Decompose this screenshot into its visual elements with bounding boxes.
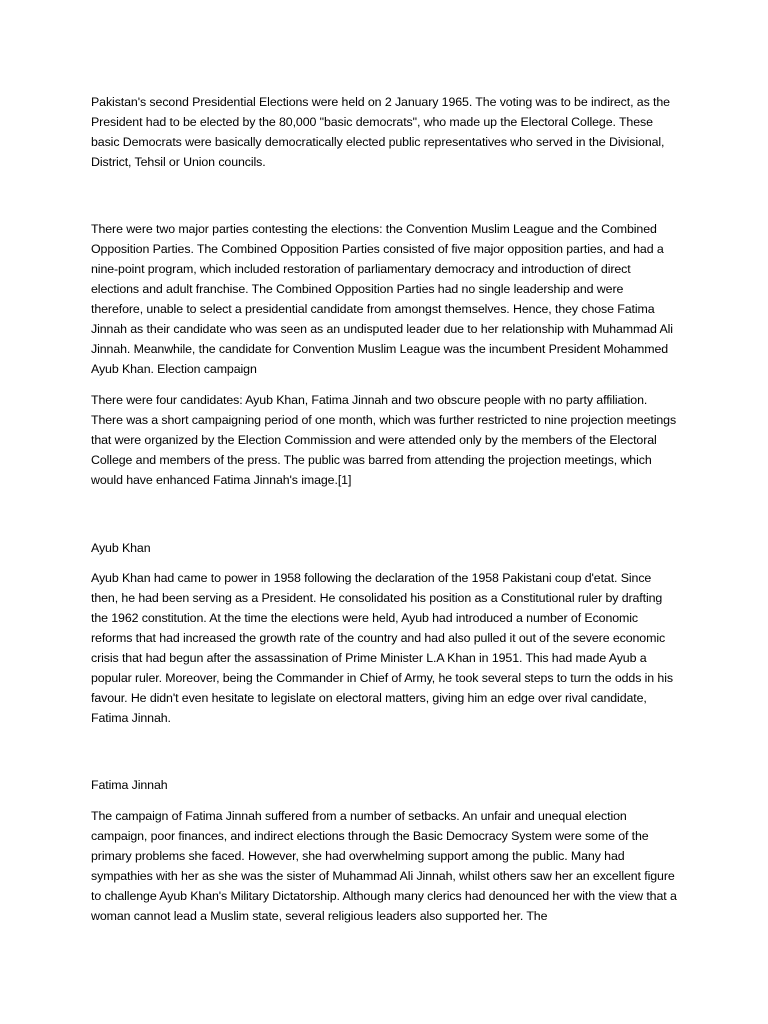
heading-ayub-khan: Ayub Khan [91,541,151,555]
heading-fatima-jinnah: Fatima Jinnah [91,778,168,792]
paragraph-election-overview: Pakistan's second Presidential Elections were held on 2 January 1965. The voting was to be indirect, as the President had to be elected by the 80,000 "basic democrats", who made up the Electoral College. These basic Democrats were basically democratically elected public representatives who served in the Divisional, District, Tehsil or Union councils. [91,95,670,169]
paragraph-fatima-jinnah: The campaign of Fatima Jinnah suffered from a number of setbacks. An unfair and unequal election campaign, poor finances, and indirect elections through the Basic Democracy System were some of the primary problems she faced. However, she had overwhelming support among the public. Many had sympathies with her as she was the sister of Muhammad Ali Jinnah, whilst others saw her an excellent figure to challenge Ayub Khan's Military Dictatorship. Although many clerics had denounced her with the view that a woman cannot lead a Muslim state, several religious leaders also supported her. The [91,809,677,923]
paragraph-candidates: There were four candidates: Ayub Khan, Fatima Jinnah and two obscure people with no party affiliation. There was a short campaigning period of one month, which was further restricted to nine projection meetings that were organized by the Election Commission and were attended only by the members of the Electoral College and members of the press. The public was barred from attending the projection meetings, which would have enhanced Fatima Jinnah's image.[1] [91,393,677,487]
paragraph-parties: There were two major parties contesting the elections: the Convention Muslim League and the Combined Opposition Parties. The Combined Opposition Parties consisted of five major opposition parties, and had a nine-point program, which included restoration of parliamentary democracy and introduction of direct elections and adult franchise. The Combined Opposition Parties had no single leadership and were therefore, unable to select a presidential candidate from amongst themselves. Hence, they chose Fatima Jinnah as their candidate who was seen as an undisputed leader due to her relationship with Muhammad Ali Jinnah. Meanwhile, the candidate for Convention Muslim League was the incumbent President Mohammed Ayub Khan. Election campaign [91,222,673,376]
paragraph-ayub-khan: Ayub Khan had came to power in 1958 following the declaration of the 1958 Pakistani coup d'etat. Since then, he had been serving as a President. He consolidated his position as a Constitutional ruler by drafting the 1962 constitution. At the time the elections were held, Ayub had introduced a number of Economic reforms that had increased the growth rate of the country and had also pulled it out of the severe economic crisis that had begun after the assassination of Prime Minister L.A Khan in 1951. This had made Ayub a popular ruler. Moreover, being the Commander in Chief of Army, he took several steps to turn the odds in his favour. He didn't even hesitate to legislate on electoral matters, giving him an edge over rival candidate, Fatima Jinnah. [91,571,673,725]
